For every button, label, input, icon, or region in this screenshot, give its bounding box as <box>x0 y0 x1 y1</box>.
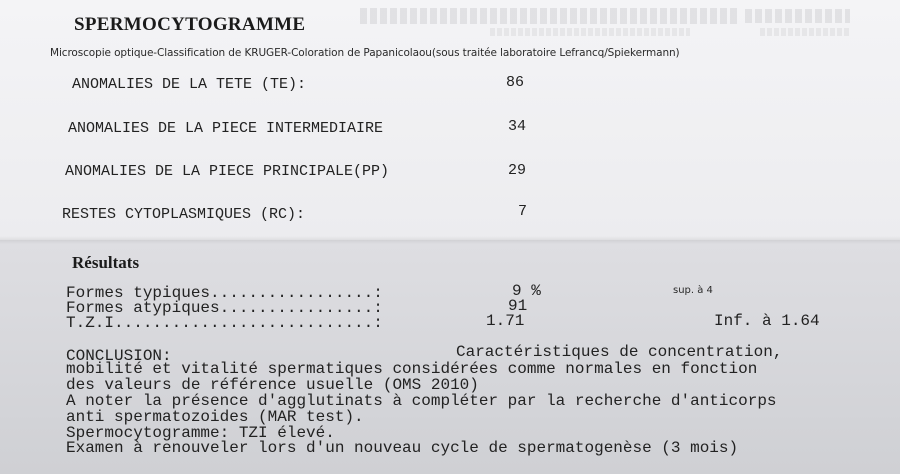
result-value: 1.71 <box>486 312 525 330</box>
paper-fold <box>0 236 900 244</box>
anomaly-value: 7 <box>518 203 528 220</box>
document-title: SPERMOCYTOGRAMME <box>74 14 306 35</box>
result-label: Formes typiques.................: <box>66 284 383 302</box>
anomaly-label: ANOMALIES DE LA PIECE INTERMEDIAIRE <box>68 120 384 137</box>
conclusion-line: mobilité et vitalité spermatiques considérées comme normales en fonction <box>66 360 758 378</box>
conclusion-line: Examen à renouveler lors d'un nouveau cycle de spermatogenèse (3 mois) <box>66 439 739 457</box>
result-label: T.Z.I...........................: <box>66 314 383 332</box>
bleed-through-mark <box>490 28 690 36</box>
bleed-through-mark <box>760 28 850 36</box>
conclusion-line: A noter la présence d'agglutinats à compléter par la recherche d'anticorps <box>66 392 777 410</box>
result-reference: Inf. à 1.64 <box>714 312 820 330</box>
anomaly-value: 29 <box>508 162 527 179</box>
conclusion-line: Spermocytogramme: TZI élevé. <box>66 424 335 442</box>
result-value: 9 % <box>512 282 541 300</box>
bleed-through-mark <box>360 8 740 24</box>
anomaly-label: ANOMALIES DE LA TETE (TE): <box>72 76 307 93</box>
result-value: 91 <box>508 297 528 315</box>
anomaly-label: ANOMALIES DE LA PIECE PRINCIPALE(PP) <box>65 163 390 180</box>
conclusion-line: Caractéristiques de concentration, <box>456 343 783 361</box>
result-label: Formes atypiques................: <box>66 299 383 317</box>
method-subtitle: Microscopie optique-Classification de KRUGER-Coloration de Papanicolaou(sous traitée laboratoire Lefrancq/Spiekermann) <box>50 47 680 59</box>
anomaly-value: 34 <box>508 118 527 135</box>
results-heading: Résultats <box>72 253 140 272</box>
conclusion-line: anti spermatozoides (MAR test). <box>66 408 364 426</box>
result-reference: sup. à 4 <box>673 285 713 296</box>
anomaly-value: 86 <box>506 74 525 91</box>
anomaly-label: RESTES CYTOPLASMIQUES (RC): <box>62 206 306 223</box>
bleed-through-mark <box>745 9 850 23</box>
conclusion-label: CONCLUSION: <box>66 347 172 365</box>
conclusion-line: des valeurs de référence usuelle (OMS 2010) <box>66 376 479 394</box>
